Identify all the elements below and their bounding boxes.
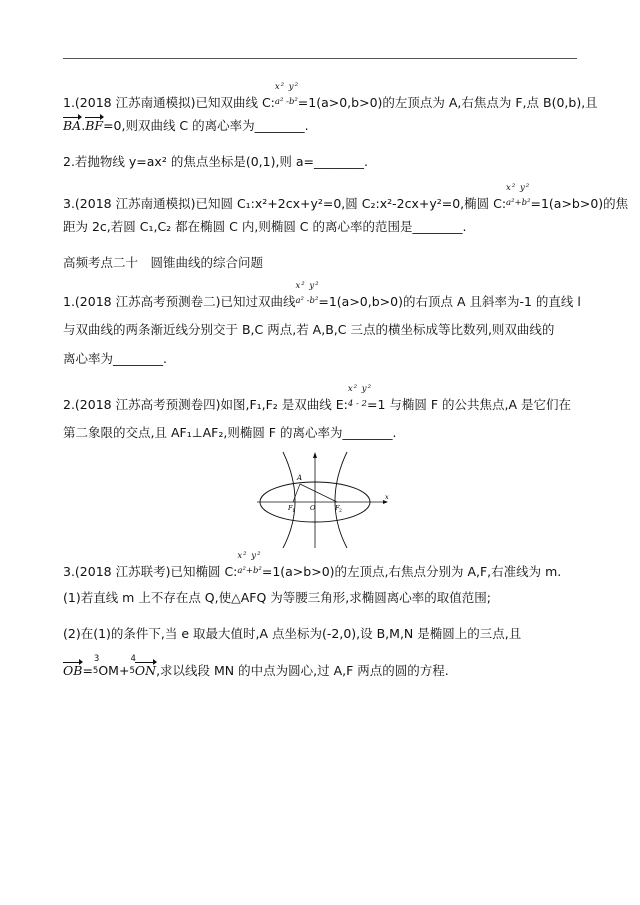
q1-text-end: =0,则双曲线 C 的离心率为________. (103, 118, 309, 133)
s1-line-1: 1.(2018 江苏高考预测卷二)已知过双曲线 x² y² $^{a^2 -b^2}$=1(a>0,b>0)的右顶点 A 且斜率为-1 的直线 l (63, 281, 581, 309)
s1-line-3: 离心率为________. (63, 351, 167, 366)
vector-ob: OB (63, 663, 83, 678)
s1-line-2: 与双曲线的两条渐近线分别交于 B,C 两点,若 A,B,C 三点的横坐标成等比数列,则双曲线的 (63, 322, 555, 337)
coef-4-5: 4 5 (129, 654, 136, 676)
hyperbola-right-branch (335, 452, 347, 548)
s3-line-2: (1)若直线 m 上不存在点 Q,使△AFQ 为等腰三角形,求椭圆离心率的取值范围; (63, 590, 491, 605)
s3-fraction: x² y² $^{a^2+b^2}$ (237, 551, 262, 576)
label-x: x (385, 493, 389, 501)
label-o: O (310, 504, 316, 512)
vector-ba: BA (63, 118, 82, 133)
label-f2: F (335, 504, 340, 512)
header-rule (63, 58, 577, 59)
q1-fraction: x² y² $^{a^2 -b^2}$ (274, 82, 300, 107)
s3-line-1: 3.(2018 江苏联考)已知椭圆 C: x² y² $^{a^2+b^2}$=1(a>b>0)的左顶点,右焦点分别为 A,F,右准线为 m. (63, 551, 562, 579)
label-f2-sub: 2 (339, 509, 342, 514)
s1-fraction: x² y² $^{a^2 -b^2}$ (295, 281, 320, 306)
s2-line-2: 第二象限的交点,且 AF₁⊥AF₂,则椭圆 F 的离心率为________. (63, 425, 397, 440)
q3-line-2: 距为 2c,若圆 C₁,C₂ 都在椭圆 C 内,则椭圆 C 的离心率的范围是________. (63, 219, 467, 234)
q1-line-1 (63, 82, 598, 111)
q1-line-2: BA.BF=0,则双曲线 C 的离心率为________. (63, 118, 309, 133)
y-axis-arrow (313, 452, 317, 458)
s3-line-4: OB= 3 5OM+ 4 5ON,求以线段 MN 的中点为圆心,过 A,F 两点的圆的方程. (63, 654, 449, 678)
ellipse-hyperbola-figure (255, 450, 395, 550)
section-title: 高频考点二十 圆锥曲线的综合问题 (63, 255, 264, 270)
q2-line: 2.若抛物线 y=ax² 的焦点坐标是(0,1),则 a=________. (63, 154, 368, 169)
q1-text-prefix: 1.(2018 江苏南通模拟)已知双曲线 C: (63, 95, 275, 110)
hyperbola-left-branch (283, 452, 295, 548)
q1-text-suffix: =1(a>0,b>0)的左顶点为 A,右焦点为 F,点 B(0,b),且 (297, 95, 598, 110)
s3-line-3: (2)在(1)的条件下,当 e 取最大值时,A 点坐标为(-2,0),设 B,M,N 是椭圆上的三点,且 (63, 626, 522, 641)
s2-line-1: 2.(2018 江苏高考预测卷四)如图,F₁,F₂ 是双曲线 E: x² y² $^{4 - 2}$=1 与椭圆 F 的公共焦点,A 是它们在 (63, 384, 572, 412)
vector-bf: BF (85, 118, 104, 133)
coef-3-5: 3 5 (92, 654, 100, 676)
s2-fraction: x² y² $^{4 - 2}$ (347, 384, 372, 409)
q3-fraction: x² y² $^{a^2+b^2}$ (506, 183, 531, 208)
label-a: A (297, 474, 303, 482)
label-f1: F (288, 504, 293, 512)
q3-line-1: 3.(2018 江苏南通模拟)已知圆 C₁:x²+2cx+y²=0,圆 C₂:x²-2cx+y²=0,椭圆 C: x² y² $^{a^2+b^2}$=1(a>b>0)的焦 (63, 183, 629, 211)
segment-af2 (300, 484, 337, 502)
label-f1-sub: 1 (292, 509, 295, 514)
vector-on: ON (134, 663, 157, 678)
